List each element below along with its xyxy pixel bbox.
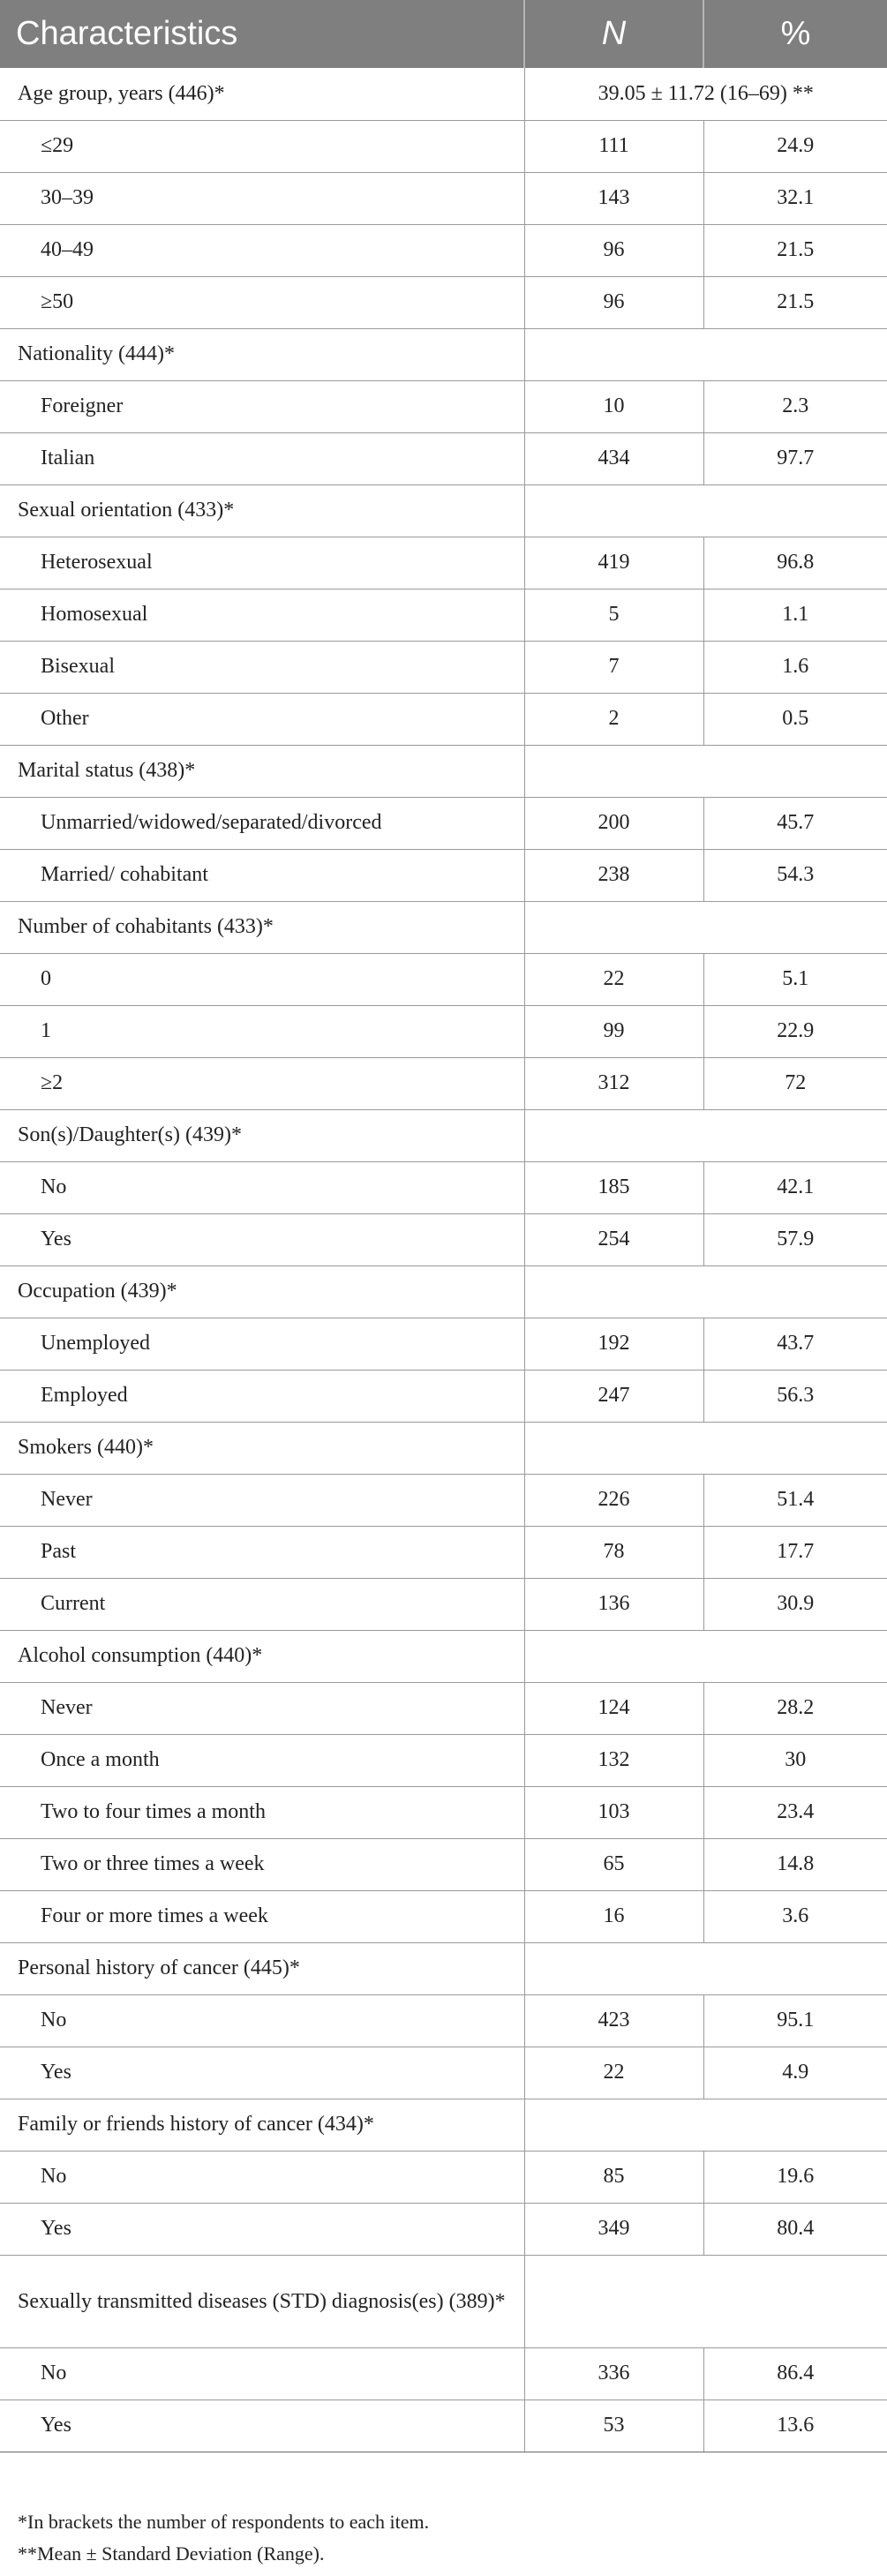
cell-n: 103: [524, 1786, 703, 1838]
cell-n: 99: [524, 1005, 703, 1057]
category-row: [0, 1942, 887, 1994]
row-label: Homosexual: [0, 589, 524, 641]
table-row: [0, 1994, 887, 2047]
table-body: [0, 68, 887, 2452]
row-label: Italian: [0, 432, 524, 484]
row-label: 40–49: [0, 224, 524, 276]
category-label: Son(s)/Daughter(s) (439)*: [0, 1109, 524, 1161]
row-label: Two to four times a month: [0, 1786, 524, 1838]
row-label: Married/ cohabitant: [0, 849, 524, 901]
header-row: [0, 0, 887, 68]
cell-n: 85: [524, 2151, 703, 2203]
cell-percent: 17.7: [703, 1526, 887, 1578]
cell-percent: 97.7: [703, 432, 887, 484]
table-row: [0, 2347, 887, 2400]
cell-n: 65: [524, 1838, 703, 1890]
footnotes: [18, 2506, 429, 2570]
table-row: [0, 224, 887, 276]
category-row: [0, 1265, 887, 1318]
cell-percent: 80.4: [703, 2203, 887, 2255]
category-label: Smokers (440)*: [0, 1422, 524, 1474]
category-label: Alcohol consumption (440)*: [0, 1630, 524, 1682]
row-label: 1: [0, 1005, 524, 1057]
cell-percent: 28.2: [703, 1682, 887, 1734]
cell-percent: 51.4: [703, 1474, 887, 1526]
cell-n: 200: [524, 797, 703, 849]
cell-n: 192: [524, 1318, 703, 1370]
table-row: [0, 1005, 887, 1057]
category-row: [0, 1422, 887, 1474]
cell-n: 22: [524, 2047, 703, 2099]
table-row: [0, 172, 887, 224]
table-row: [0, 1890, 887, 1942]
cell-percent: 19.6: [703, 2151, 887, 2203]
cell-percent: 1.1: [703, 589, 887, 641]
cell-percent: 56.3: [703, 1370, 887, 1422]
table-row: [0, 1213, 887, 1265]
cell-percent: 1.6: [703, 641, 887, 693]
cell-percent: 5.1: [703, 953, 887, 1005]
row-label: No: [0, 1994, 524, 2047]
cell-n: 247: [524, 1370, 703, 1422]
row-label: Foreigner: [0, 380, 524, 432]
cell-percent: 45.7: [703, 797, 887, 849]
cell-n: 349: [524, 2203, 703, 2255]
table-row: [0, 953, 887, 1005]
table-row: [0, 641, 887, 693]
table-row: [0, 693, 887, 745]
table-row: [0, 380, 887, 432]
cell-percent: 3.6: [703, 1890, 887, 1942]
table-row: [0, 432, 887, 484]
table-row: [0, 589, 887, 641]
category-row: [0, 2099, 887, 2151]
cell-n: 423: [524, 1994, 703, 2047]
empty-cell: [524, 2255, 887, 2347]
category-row: [0, 745, 887, 797]
row-label: Unmarried/widowed/separated/divorced: [0, 797, 524, 849]
row-label: Never: [0, 1682, 524, 1734]
cell-n: 254: [524, 1213, 703, 1265]
empty-cell: [524, 1942, 887, 1994]
row-label: ≤29: [0, 120, 524, 172]
cell-n: 132: [524, 1734, 703, 1786]
cell-n: 185: [524, 1161, 703, 1213]
cell-n: 78: [524, 1526, 703, 1578]
row-label: Unemployed: [0, 1318, 524, 1370]
cell-percent: 21.5: [703, 276, 887, 328]
cell-percent: 2.3: [703, 380, 887, 432]
table-row: [0, 2400, 887, 2452]
category-label: Occupation (439)*: [0, 1265, 524, 1318]
row-label: ≥50: [0, 276, 524, 328]
cell-n: 111: [524, 120, 703, 172]
empty-cell: [524, 1422, 887, 1474]
table-row: [0, 849, 887, 901]
category-row: [0, 484, 887, 537]
cell-n: 434: [524, 432, 703, 484]
header-percent: %: [780, 15, 811, 52]
cell-n: 336: [524, 2347, 703, 2400]
empty-cell: [524, 2099, 887, 2151]
cell-percent: 96.8: [703, 537, 887, 589]
table-row: [0, 1474, 887, 1526]
table-row: [0, 120, 887, 172]
cell-percent: 13.6: [703, 2400, 887, 2452]
row-label: Employed: [0, 1370, 524, 1422]
cell-n: 96: [524, 224, 703, 276]
table-row: [0, 1786, 887, 1838]
cell-n: 136: [524, 1578, 703, 1630]
row-label: No: [0, 2151, 524, 2203]
empty-cell: [524, 328, 887, 380]
cell-percent: 42.1: [703, 1161, 887, 1213]
cell-percent: 57.9: [703, 1213, 887, 1265]
cell-percent: 30: [703, 1734, 887, 1786]
table-row: [0, 1370, 887, 1422]
table-row: [0, 1734, 887, 1786]
cell-percent: 95.1: [703, 1994, 887, 2047]
cell-percent: 72: [703, 1057, 887, 1109]
cell-n: 7: [524, 641, 703, 693]
row-label: ≥2: [0, 1057, 524, 1109]
row-label: Never: [0, 1474, 524, 1526]
cell-n: 96: [524, 276, 703, 328]
table-row: [0, 1318, 887, 1370]
cell-percent: 30.9: [703, 1578, 887, 1630]
row-label: No: [0, 2347, 524, 2400]
table-row: [0, 1526, 887, 1578]
summary-value: 39.05 ± 11.72 (16–69) **: [524, 68, 887, 120]
empty-cell: [524, 1109, 887, 1161]
category-label: Age group, years (446)*: [0, 68, 524, 120]
cell-n: 238: [524, 849, 703, 901]
cell-percent: 32.1: [703, 172, 887, 224]
row-label: 30–39: [0, 172, 524, 224]
category-label: Nationality (444)*: [0, 328, 524, 380]
empty-cell: [524, 1265, 887, 1318]
empty-cell: [524, 901, 887, 953]
row-label: Four or more times a week: [0, 1890, 524, 1942]
empty-cell: [524, 1630, 887, 1682]
row-label: Yes: [0, 2203, 524, 2255]
category-row: [0, 1630, 887, 1682]
row-label: Heterosexual: [0, 537, 524, 589]
row-label: Other: [0, 693, 524, 745]
table-row: [0, 2047, 887, 2099]
row-label: Yes: [0, 2400, 524, 2452]
category-row: [0, 68, 887, 120]
header-characteristics: Characteristics: [0, 0, 524, 68]
cell-n: 143: [524, 172, 703, 224]
cell-n: 124: [524, 1682, 703, 1734]
table-row: [0, 1161, 887, 1213]
table-row: [0, 1682, 887, 1734]
cell-n: 5: [524, 589, 703, 641]
cell-n: 2: [524, 693, 703, 745]
table-row: [0, 2151, 887, 2203]
footnote-respondents: *In brackets the number of respondents to each item.: [18, 2511, 430, 2533]
category-label: Marital status (438)*: [0, 745, 524, 797]
cell-percent: 43.7: [703, 1318, 887, 1370]
table-row: [0, 276, 887, 328]
cell-percent: 22.9: [703, 1005, 887, 1057]
cell-percent: 14.8: [703, 1838, 887, 1890]
table-row: [0, 1838, 887, 1890]
table-row: [0, 2203, 887, 2255]
cell-n: 226: [524, 1474, 703, 1526]
table-row: [0, 1578, 887, 1630]
cell-n: 312: [524, 1057, 703, 1109]
row-label: Bisexual: [0, 641, 524, 693]
row-label: Yes: [0, 2047, 524, 2099]
header-n: N: [524, 0, 703, 68]
category-label: Personal history of cancer (445)*: [0, 1942, 524, 1994]
row-label: No: [0, 1161, 524, 1213]
category-row: [0, 901, 887, 953]
row-label: Two or three times a week: [0, 1838, 524, 1890]
category-label: Number of cohabitants (433)*: [0, 901, 524, 953]
table-row: [0, 1057, 887, 1109]
cell-percent: 86.4: [703, 2347, 887, 2400]
category-label: Family or friends history of cancer (434)*: [0, 2099, 524, 2151]
row-label: Once a month: [0, 1734, 524, 1786]
table-header: [0, 0, 887, 68]
cell-percent: 24.9: [703, 120, 887, 172]
row-label: 0: [0, 953, 524, 1005]
category-label: Sexually transmitted diseases (STD) diagnosis(es) (389)*: [0, 2255, 524, 2347]
cell-n: 10: [524, 380, 703, 432]
cell-percent: 0.5: [703, 693, 887, 745]
cell-percent: 4.9: [703, 2047, 887, 2099]
table-row: [0, 537, 887, 589]
category-row: [0, 328, 887, 380]
row-label: Yes: [0, 1213, 524, 1265]
empty-cell: [524, 484, 887, 537]
empty-cell: [524, 745, 887, 797]
cell-n: 16: [524, 1890, 703, 1942]
row-label: Current: [0, 1578, 524, 1630]
category-row: [0, 1109, 887, 1161]
footnote-mean-sd: **Mean ± Standard Deviation (Range).: [18, 2542, 325, 2565]
cell-percent: 21.5: [703, 224, 887, 276]
category-row: [0, 2255, 887, 2347]
cell-n: 419: [524, 537, 703, 589]
table-row: [0, 797, 887, 849]
cell-percent: 54.3: [703, 849, 887, 901]
row-label: Past: [0, 1526, 524, 1578]
cell-n: 22: [524, 953, 703, 1005]
cell-percent: 23.4: [703, 1786, 887, 1838]
cell-n: 53: [524, 2400, 703, 2452]
category-label: Sexual orientation (433)*: [0, 484, 524, 537]
